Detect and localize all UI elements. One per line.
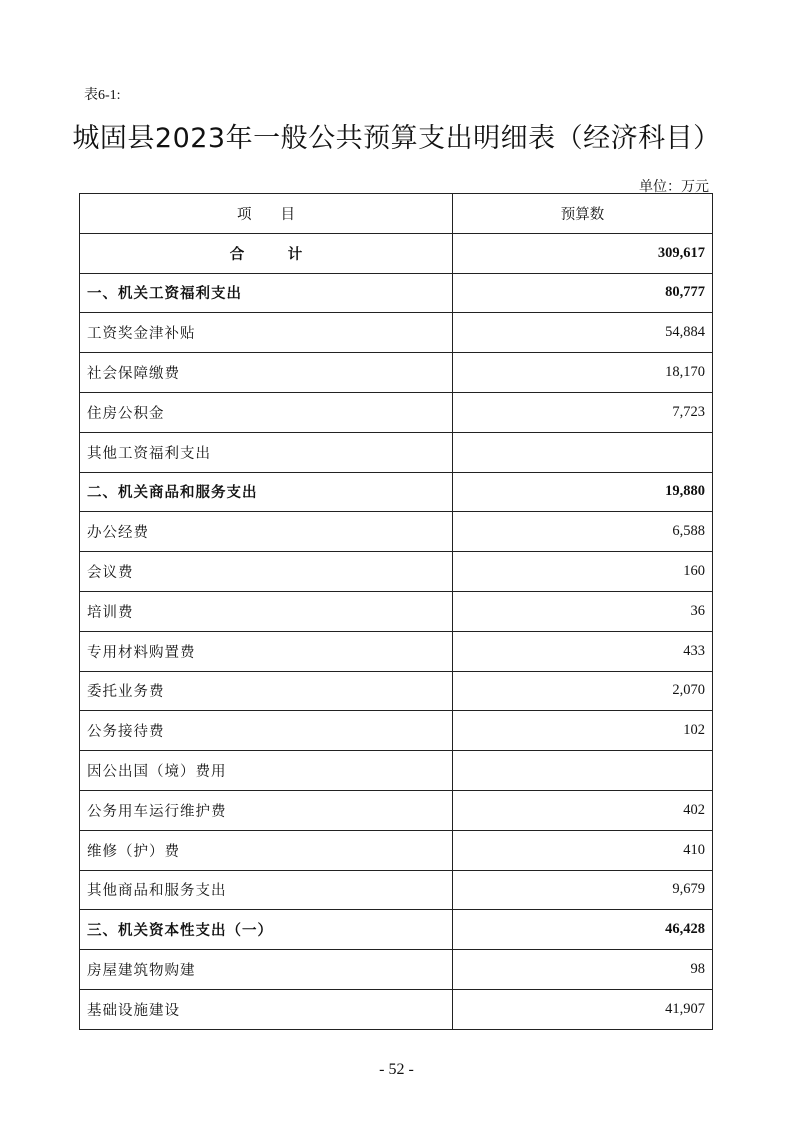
unit-label: 单位：万元 [639,179,709,195]
row-value: 46,428 [453,910,713,950]
row-value: 9,679 [453,870,713,910]
page-title: 城固县2023年一般公共预算支出明细表（经济科目） [72,123,721,154]
table-number: 表6-1: [84,88,121,103]
row-label: 专用材料购置费 [80,631,453,671]
row-label: 三、机关资本性支出（一） [80,910,453,950]
row-label: 住房公积金 [80,392,453,432]
table-row [80,631,713,671]
row-value: 410 [453,830,713,870]
row-label: 基础设施建设 [80,989,453,1029]
row-value: 80,777 [453,273,713,313]
row-label: 办公经费 [80,512,453,552]
row-label: 社会保障缴费 [80,353,453,393]
row-value: 102 [453,711,713,751]
row-value: 54,884 [453,313,713,353]
table-row [80,313,713,353]
row-label: 其他工资福利支出 [80,432,453,472]
row-value: 402 [453,790,713,830]
row-label: 一、机关工资福利支出 [80,273,453,313]
row-value [453,751,713,791]
table-row [80,711,713,751]
category-row [80,472,713,512]
page-number: - 52 - [379,1061,414,1078]
row-label: 培训费 [80,591,453,631]
table-row [80,432,713,472]
table-row [80,870,713,910]
row-value: 19,880 [453,472,713,512]
header-amount: 预算数 [453,194,713,234]
table-row [80,830,713,870]
budget-table [79,193,713,1030]
table-row [80,392,713,432]
table-row [80,790,713,830]
row-label: 公务接待费 [80,711,453,751]
row-label: 会议费 [80,552,453,592]
row-value: 6,588 [453,512,713,552]
row-label: 二、机关商品和服务支出 [80,472,453,512]
row-label: 委托业务费 [80,671,453,711]
row-value: 36 [453,591,713,631]
table-row [80,552,713,592]
table-row [80,353,713,393]
row-value: 309,617 [453,233,713,273]
row-label: 房屋建筑物购建 [80,950,453,990]
row-value: 7,723 [453,392,713,432]
row-value: 160 [453,552,713,592]
row-label: 因公出国（境）费用 [80,751,453,791]
row-label: 工资奖金津补贴 [80,313,453,353]
row-value [453,432,713,472]
row-value: 18,170 [453,353,713,393]
table-row [80,950,713,990]
row-label: 合 计 [80,233,453,273]
table-header-row [80,194,713,234]
row-value: 41,907 [453,989,713,1029]
row-label: 其他商品和服务支出 [80,870,453,910]
row-value: 98 [453,950,713,990]
row-value: 2,070 [453,671,713,711]
header-item: 项 目 [80,194,453,234]
table-row [80,591,713,631]
table-row [80,512,713,552]
row-label: 公务用车运行维护费 [80,790,453,830]
table-row [80,671,713,711]
category-row [80,273,713,313]
row-label: 维修（护）费 [80,830,453,870]
category-row [80,910,713,950]
table-row [80,989,713,1029]
total-row [80,233,713,273]
table-row [80,751,713,791]
row-value: 433 [453,631,713,671]
